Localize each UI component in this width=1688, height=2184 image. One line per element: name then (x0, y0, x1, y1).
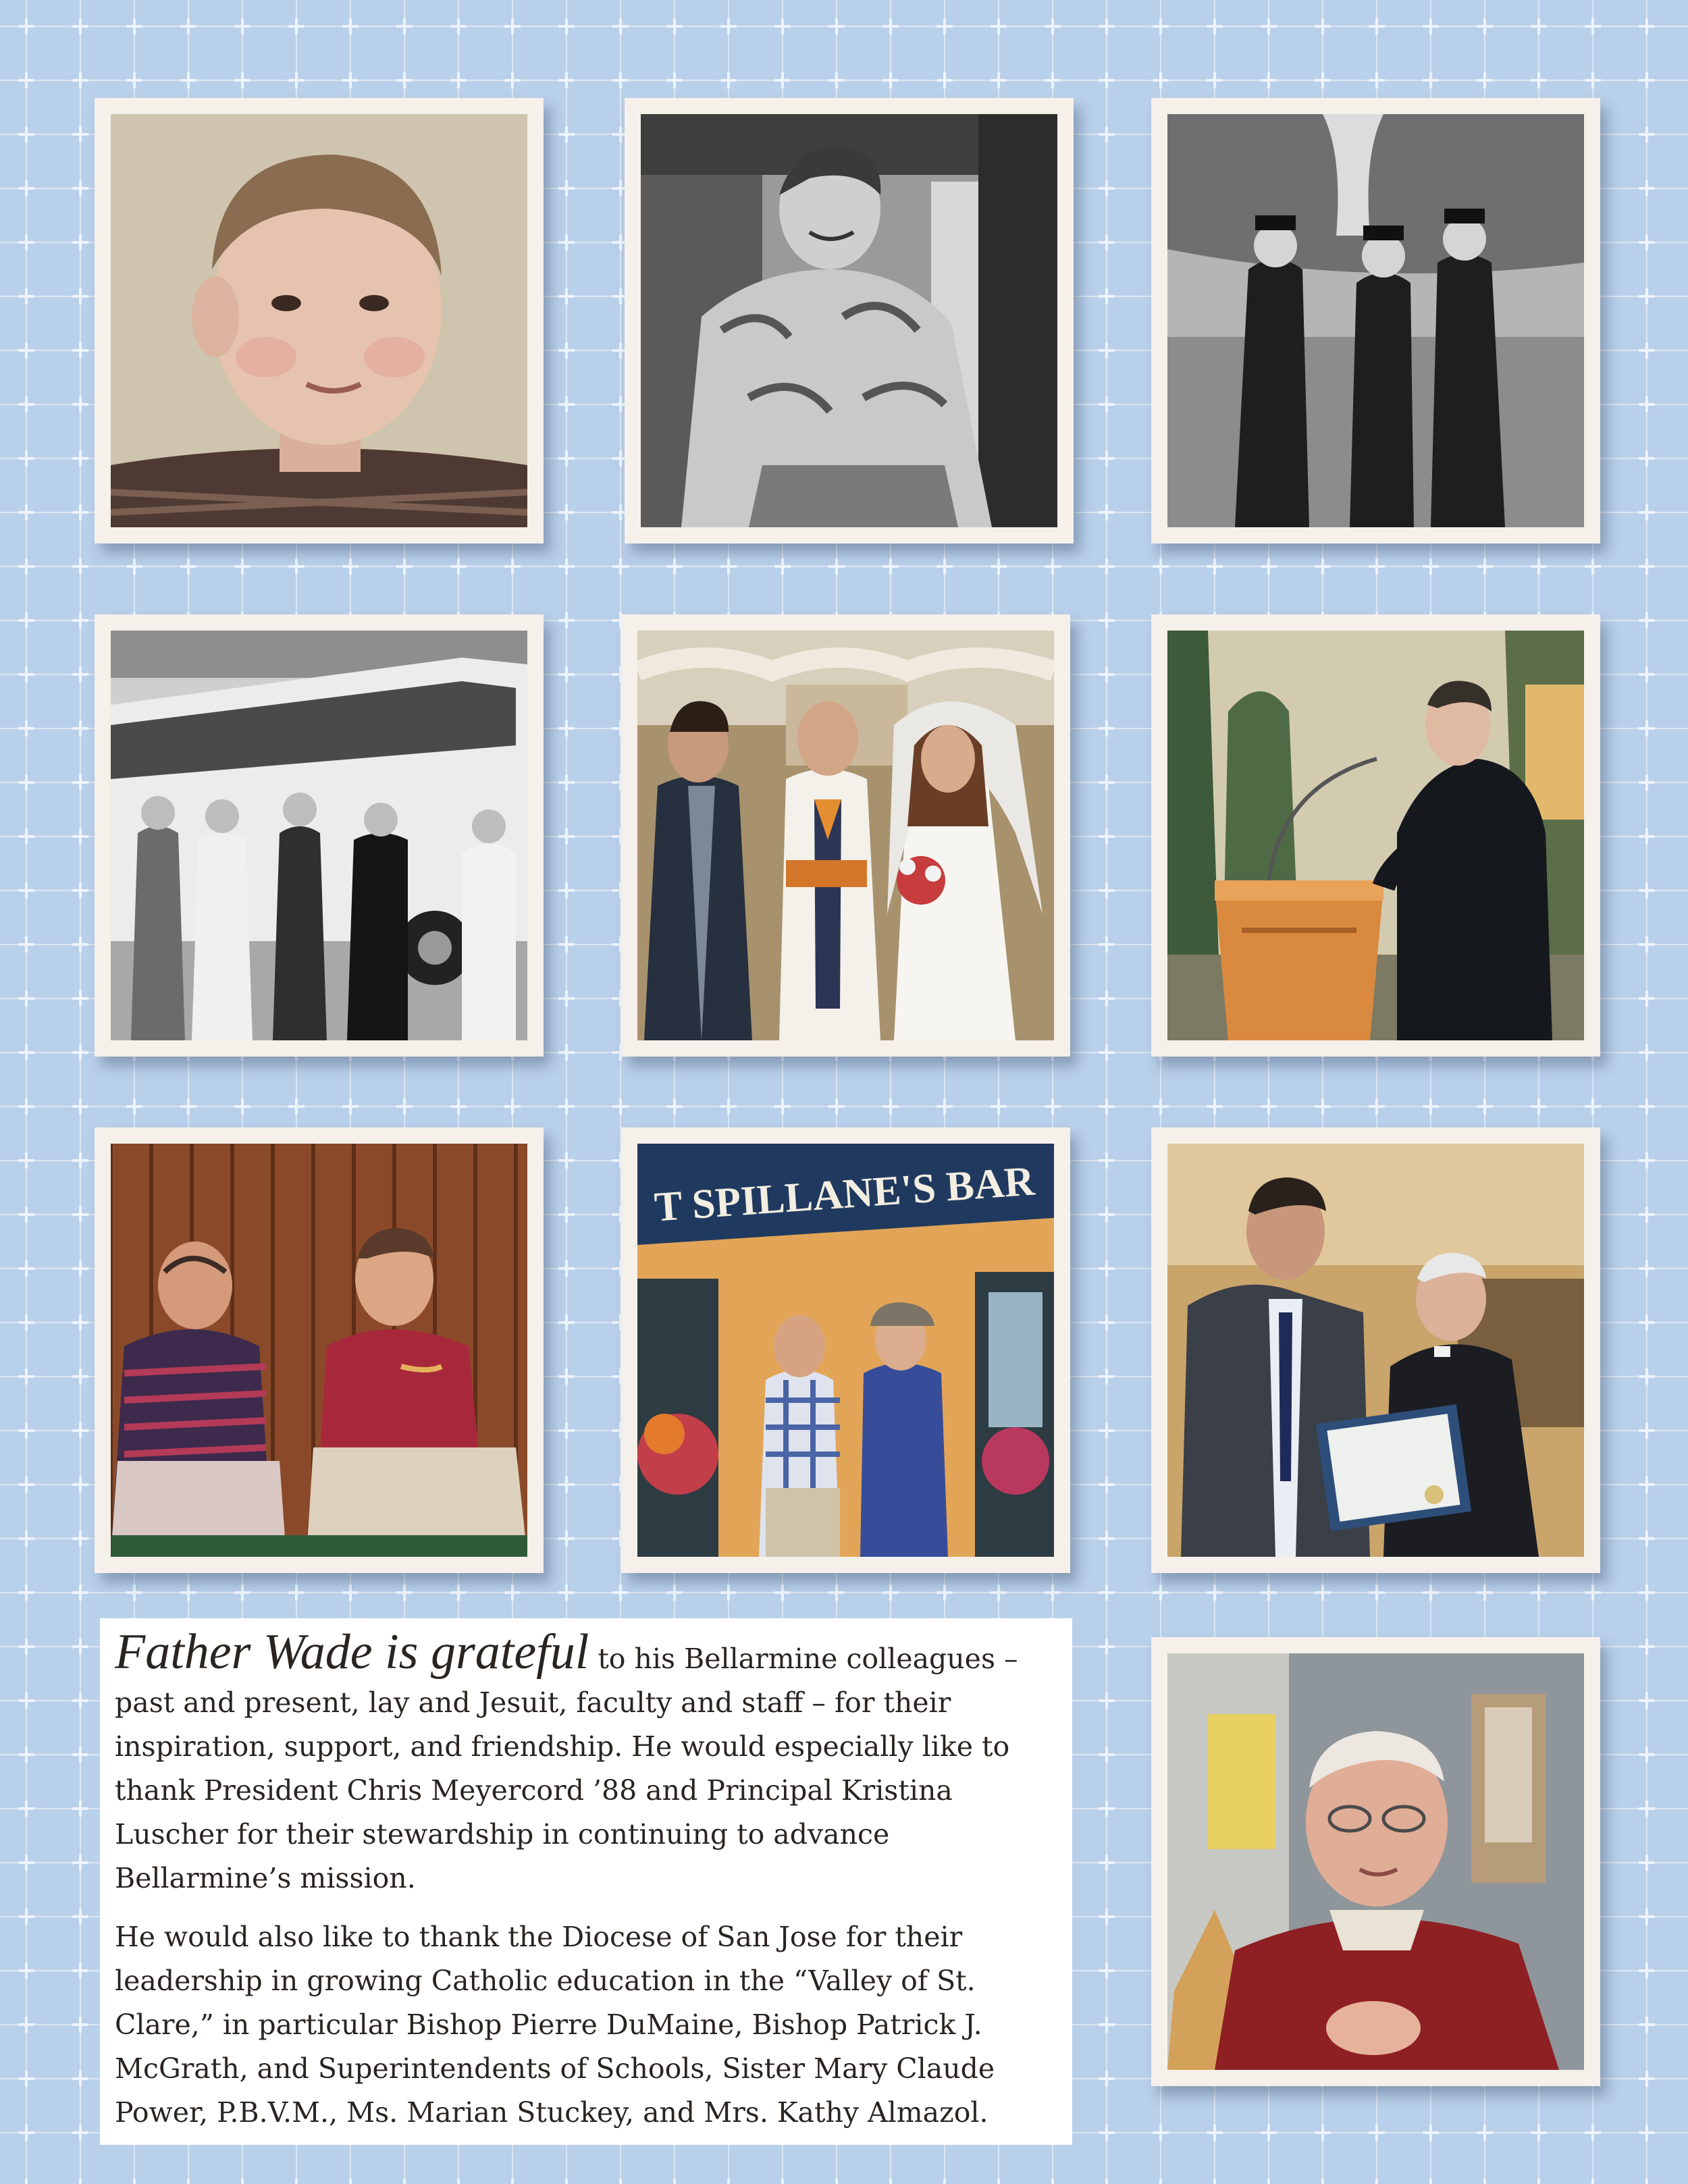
award-presentation-icon (1167, 1144, 1584, 1557)
photo-frame (1151, 1637, 1600, 2086)
three-seminarians-icon (1167, 114, 1584, 527)
lead-phrase: Father Wade is grateful (115, 1624, 589, 1680)
childhood-portrait-icon (111, 114, 527, 527)
photo-frame (1151, 98, 1600, 543)
photo-frame (95, 614, 544, 1057)
pub-storefront-icon (637, 1144, 1054, 1557)
students-by-bus-icon (111, 631, 527, 1040)
elderly-priest-portrait-icon (1167, 1653, 1584, 2070)
paragraph-1 (115, 1624, 1055, 1900)
wedding-ceremony-icon (637, 631, 1054, 1040)
two-men-seated-icon (111, 1144, 527, 1557)
photo-frame (1151, 614, 1600, 1057)
paragraph-1-text: to his Bellarmine colleagues – past and present, lay and Jesuit, faculty and staff – for their inspiration, support, and friendship. He would especially like to thank President Chris Meyercord ’88 and Principal Kristina Luscher for their stewardship in continuing to advance Bellarmine’s mission. (115, 1643, 1018, 1894)
speaker-at-podium-icon (1167, 631, 1584, 1040)
pub-sign: T SPILLANE'S BAR (652, 1158, 1036, 1231)
photo-frame (621, 614, 1070, 1057)
photo-frame (1151, 1127, 1600, 1573)
photo-frame (95, 1127, 544, 1573)
photo-frame (625, 98, 1074, 543)
photo-frame (95, 98, 544, 543)
paragraph-2: He would also like to thank the Diocese of San Jose for their leadership in growing Catholic education in the “Valley of St. Clare,” in particular Bishop Pierre DuMaine, Bishop Patrick J. McGrath, and Superintendents of Schools, Sister Mary Claude Power, P.B.V.M., Ms. Marian Stuckey, and Mrs. Kathy Almazol. (115, 1921, 995, 2129)
photo-frame (621, 1127, 1070, 1573)
gratitude-message (100, 1618, 1072, 2145)
young-man-hawaiian-shirt-icon (641, 114, 1057, 527)
